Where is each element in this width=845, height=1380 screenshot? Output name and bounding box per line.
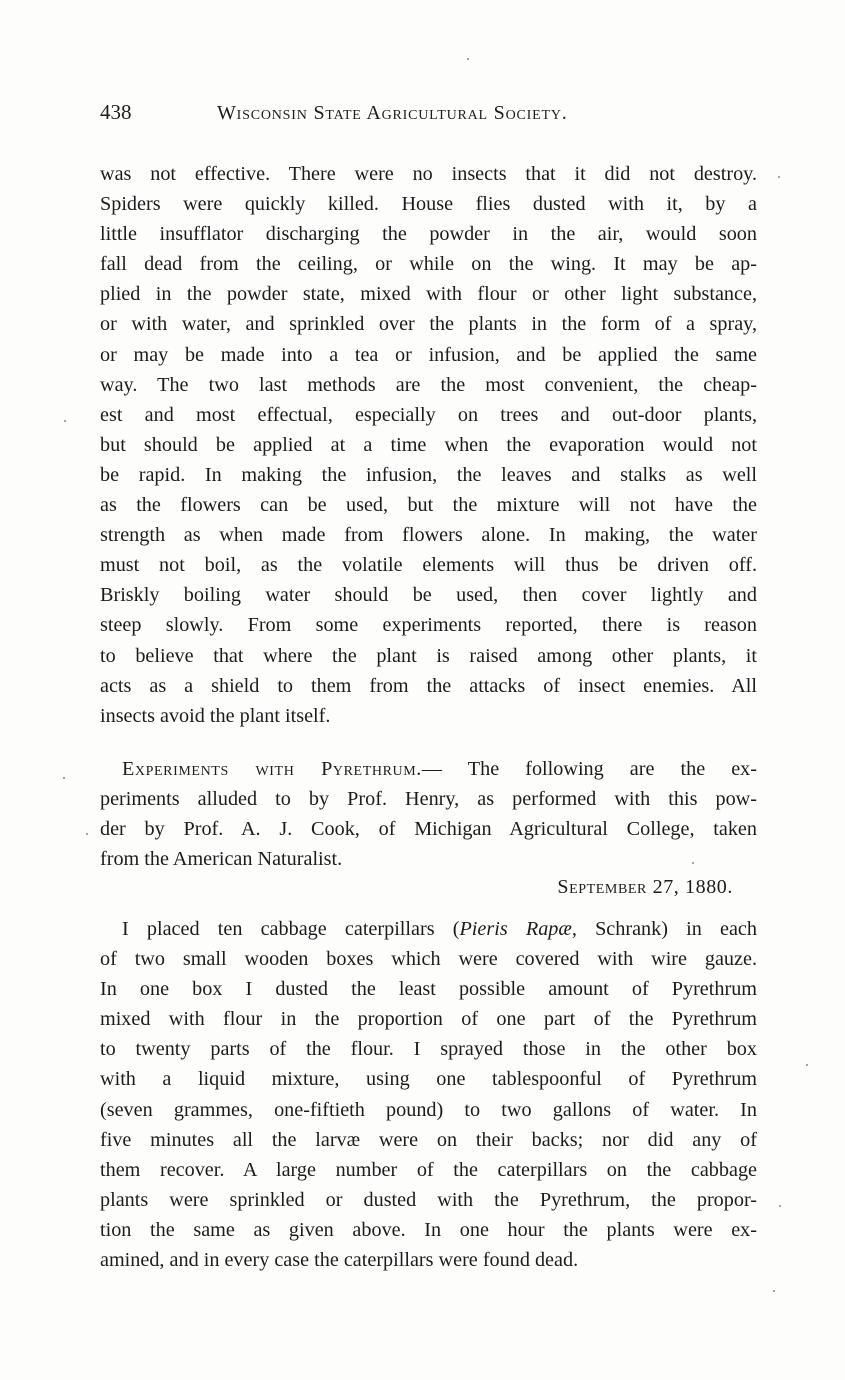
text-line: five minutes all the larvæ were on their backs; nor did any of (100, 1128, 757, 1151)
text-line (100, 914, 757, 944)
page-number: 438 (100, 100, 132, 124)
text-line: as the flowers can be used, but the mixture will not have the (100, 494, 757, 517)
text-run: — The following are the ex- (421, 758, 757, 780)
text-line: fall dead from the ceiling, or while on the wing. It may be ap- (100, 253, 757, 276)
text-line: plants were sprinkled or dusted with the Pyrethrum, the propor- (100, 1188, 757, 1211)
text-line: or with water, and sprinkled over the plants in the form of a spray, (100, 313, 757, 336)
paper-speck (63, 777, 65, 779)
text-run: Schrank) in each (576, 918, 757, 940)
section-heading: Experiments with Pyrethrum. (122, 758, 422, 780)
text-line: was not effective. There were no insects that it did not destroy. (100, 163, 757, 185)
text-line: or may be made into a tea or infusion, and be applied the same (100, 343, 757, 366)
species-name: Pieris Rapæ, (459, 918, 577, 940)
paragraph-caterpillar-experiment (100, 914, 757, 1275)
paragraph-experiments-intro (100, 754, 757, 874)
text-line: way. The two last methods are the most convenient, the cheap- (100, 373, 757, 396)
text-line: plied in the powder state, mixed with flour or other light substance, (100, 283, 757, 306)
text-line (100, 754, 757, 784)
paper-speck (64, 420, 66, 422)
text-line: periments alluded to by Prof. Henry, as performed with this pow- (100, 788, 757, 811)
text-line: from the American Naturalist. (100, 848, 343, 871)
paper-speck (778, 176, 780, 178)
text-line: must not boil, as the volatile elements will thus be driven off. (100, 554, 757, 577)
text-line: of two small wooden boxes which were covered with wire gauze. (100, 948, 757, 971)
text-line: strength as when made from flowers alone. In making, the water (100, 524, 757, 547)
paper-speck (773, 1290, 775, 1292)
text-line: mixed with flour in the proportion of one part of the Pyrethrum (100, 1008, 757, 1031)
text-line: amined, and in every case the caterpillars were found dead. (100, 1249, 579, 1272)
paper-speck (779, 1205, 781, 1207)
text-line: insects avoid the plant itself. (100, 704, 331, 727)
text-line: to believe that where the plant is raised among other plants, it (100, 644, 757, 667)
text-line: (seven grammes, one-fiftieth pound) to two gallons of water. In (100, 1098, 757, 1121)
paper-speck (806, 1064, 808, 1066)
dateline: September 27, 1880. (557, 876, 733, 898)
text-line: Briskly boiling water should be used, then cover lightly and (100, 584, 757, 607)
text-line: them recover. A large number of the caterpillars on the cabbage (100, 1158, 757, 1181)
text-line: tion the same as given above. In one hour the plants were ex- (100, 1218, 757, 1241)
page-header (100, 100, 755, 130)
running-title: Wisconsin State Agricultural Society. (217, 102, 568, 124)
paper-speck (467, 58, 469, 60)
text-line: steep slowly. From some experiments reported, there is reason (100, 614, 757, 637)
text-line: little insufflator discharging the powder in the air, would soon (100, 223, 757, 246)
text-line: with a liquid mixture, using one tablespoonful of Pyrethrum (100, 1068, 757, 1091)
text-line: acts as a shield to them from the attacks of insect enemies. All (100, 674, 757, 697)
text-line: be rapid. In making the infusion, the leaves and stalks as well (100, 463, 757, 486)
text-line: der by Prof. A. J. Cook, of Michigan Agricultural College, taken (100, 818, 757, 841)
text-run: I placed ten cabbage caterpillars ( (122, 918, 460, 940)
text-line: est and most effectual, especially on trees and out-door plants, (100, 403, 757, 426)
text-line: to twenty parts of the flour. I sprayed those in the other box (100, 1038, 757, 1061)
paragraph-pyrethrum-usage (100, 159, 757, 731)
paper-speck (86, 833, 88, 835)
text-line: In one box I dusted the least possible amount of Pyrethrum (100, 978, 757, 1001)
text-line: Spiders were quickly killed. House flies dusted with it, by a (100, 193, 757, 216)
paper-speck (692, 862, 694, 864)
text-line: but should be applied at a time when the evaporation would not (100, 433, 757, 456)
